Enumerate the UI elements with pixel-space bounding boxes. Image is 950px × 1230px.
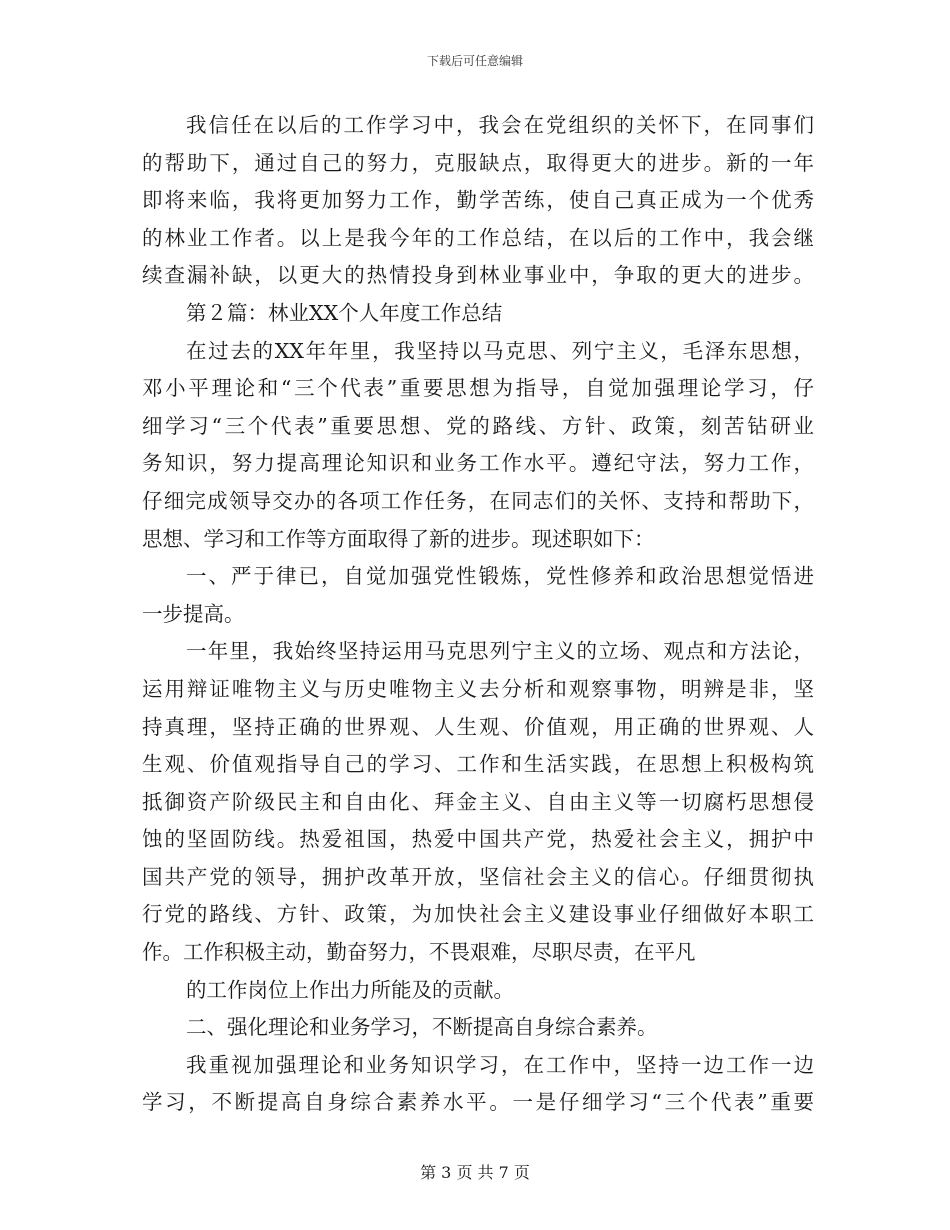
paragraph-line: 生观、价值观指导自己的学习、工作和生活实践，在思想上积极构筑 xyxy=(142,752,814,777)
paragraph-line: 国共产党的领导，拥护改革开放，坚信社会主义的信心。仔细贯彻执 xyxy=(142,864,814,889)
paragraph-line: 仔细完成领导交办的各项工作任务，在同志们的关怀、支持和帮助下， xyxy=(142,488,814,513)
section-heading: 第２篇：林业XX个人年度工作总结 xyxy=(186,300,503,325)
paragraph-line: 行党的路线、方针、政策，为加快社会主义建设事业仔细做好本职工 xyxy=(142,902,814,927)
paragraph-line: 续查漏补缺，以更大的热情投身到林业事业中，争取的更大的进步。 xyxy=(142,263,814,288)
paragraph-line: 持真理，坚持正确的世界观、人生观、价值观，用正确的世界观、人 xyxy=(142,714,814,739)
subsection-heading: 一、严于律已，自觉加强党性锻炼，党性修养和政治思想觉悟进 xyxy=(186,564,814,589)
paragraph-line: 的帮助下，通过自己的努力，克服缺点，取得更大的进步。新的一年 xyxy=(142,150,814,175)
paragraph-line: 抵御资产阶级民主和自由化、拜金主义、自由主义等一切腐朽思想侵 xyxy=(142,789,814,814)
page-number: 第 3 页 共 7 页 xyxy=(420,1163,530,1182)
paragraph-line: 即将来临，我将更加努力工作，勤学苦练，使自己真正成为一个优秀 xyxy=(142,188,814,213)
paragraph-line: 的工作岗位上作出力所能及的贡献。 xyxy=(186,977,514,1002)
paragraph-line: 在过去的XX年年里，我坚持以马克思、列宁主义，毛泽东思想， xyxy=(186,338,814,363)
paragraph-line: 思想、学习和工作等方面取得了新的进步。现述职如下： xyxy=(142,526,655,551)
paragraph-line: 学习，不断提高自身综合素养水平。一是仔细学习“三个代表”重要 xyxy=(142,1090,814,1115)
subsection-heading: 一步提高。 xyxy=(142,601,245,626)
document-body xyxy=(142,107,814,1122)
paragraph-line: 蚀的坚固防线。热爱祖国，热爱中国共产党，热爱社会主义，拥护中 xyxy=(142,827,814,852)
paragraph-line: 的林业工作者。以上是我今年的工作总结，在以后的工作中，我会继 xyxy=(142,225,814,250)
paragraph-line: 务知识，努力提高理论知识和业务工作水平。遵纪守法，努力工作， xyxy=(142,451,814,476)
subsection-heading: 二、强化理论和业务学习，不断提高自身综合素养。 xyxy=(186,1015,658,1040)
paragraph-line: 细学习“三个代表”重要思想、党的路线、方针、政策，刻苦钻研业 xyxy=(142,413,814,438)
page-header: 下载后可任意编辑 xyxy=(426,54,523,68)
paragraph-line: 邓小平理论和“三个代表”重要思想为指导，自觉加强理论学习，仔 xyxy=(142,376,814,401)
paragraph-line: 运用辩证唯物主义与历史唯物主义去分析和观察事物，明辨是非，坚 xyxy=(142,676,814,701)
paragraph-line: 作。工作积极主动，勤奋努力，不畏艰难，尽职尽责，在平凡 xyxy=(142,940,696,965)
paragraph-line: 我信任在以后的工作学习中，我会在党组织的关怀下，在同事们 xyxy=(186,113,814,137)
paragraph-line: 我重视加强理论和业务知识学习，在工作中，坚持一边工作一边 xyxy=(186,1052,814,1077)
paragraph-line: 一年里，我始终坚持运用马克思列宁主义的立场、观点和方法论， xyxy=(186,639,814,664)
